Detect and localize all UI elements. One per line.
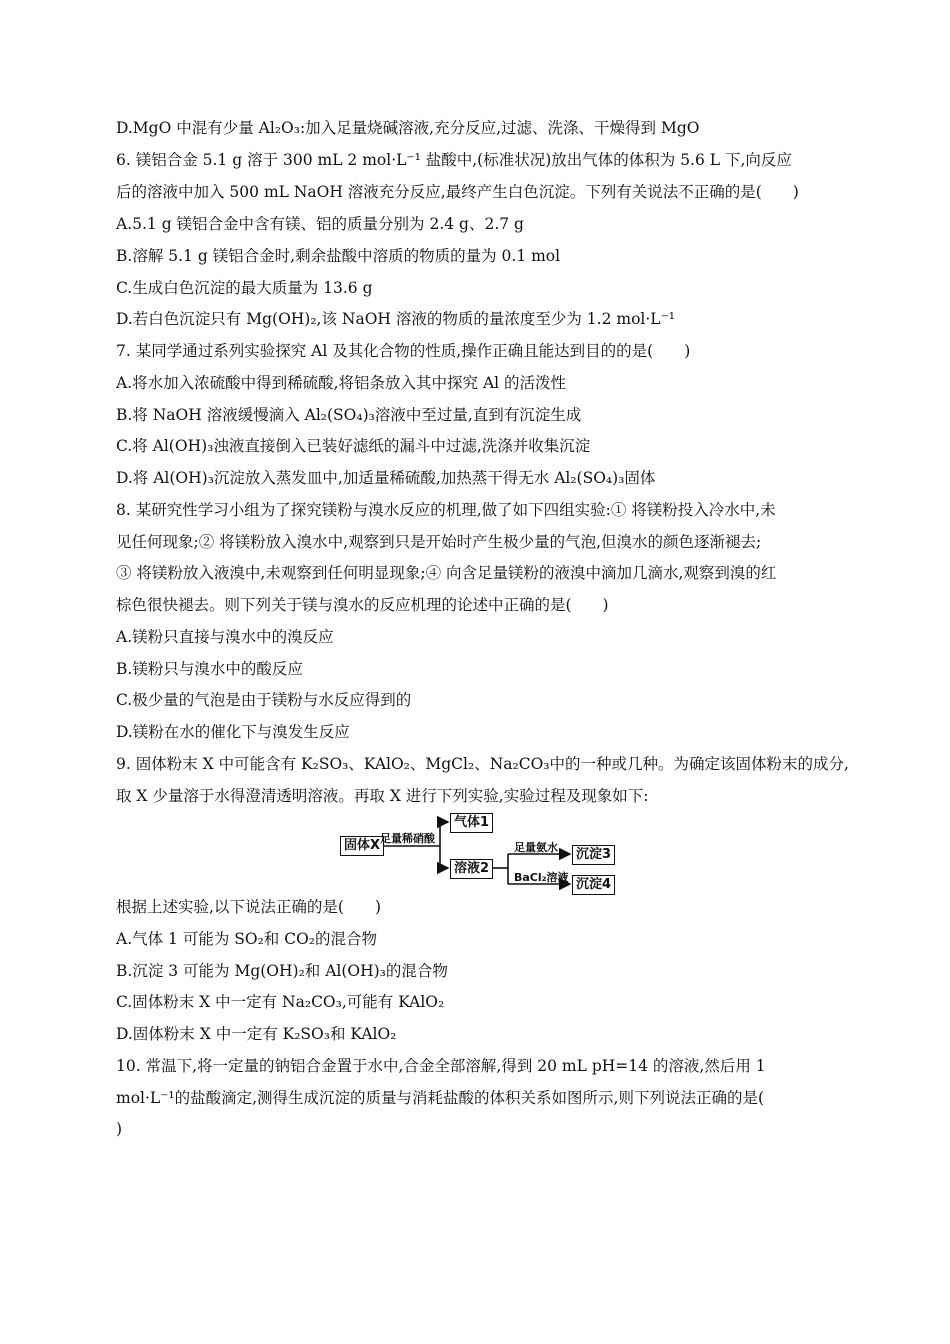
q6-option-b: B.溶解 5.1 g 镁铝合金时,剩余盐酸中溶质的物质的量为 0.1 mol bbox=[116, 247, 561, 265]
q9-stem-line1: 9. 固体粉末 X 中可能含有 K₂SO₃、KAlO₂、MgCl₂、Na₂CO₃中的一种或几种。为确定该固体粉末的成分, bbox=[116, 755, 849, 773]
q9-question: 根据上述实验,以下说法正确的是( ) bbox=[116, 898, 382, 916]
label-bacl2: BaCl₂溶液 bbox=[514, 871, 569, 884]
q9-option-b: B.沉淀 3 可能为 Mg(OH)₂和 Al(OH)₃的混合物 bbox=[116, 962, 448, 980]
q9-stem-line2: 取 X 少量溶于水得澄清透明溶液。再取 X 进行下列实验,实验过程及现象如下: bbox=[116, 787, 649, 805]
q8-option-c: C.极少量的气泡是由于镁粉与水反应得到的 bbox=[116, 691, 412, 709]
q6-option-d: D.若白色沉淀只有 Mg(OH)₂,该 NaOH 溶液的物质的量浓度至少为 1.2 mol·L⁻¹ bbox=[116, 310, 675, 328]
q9-option-c: C.固体粉末 X 中一定有 Na₂CO₃,可能有 KAlO₂ bbox=[116, 993, 445, 1011]
box-gas-1: 气体1 bbox=[450, 813, 493, 833]
q6-stem-line2: 后的溶液中加入 500 mL NaOH 溶液充分反应,最终产生白色沉淀。下列有关说法不正确的是( ) bbox=[116, 183, 799, 201]
box-solution-2: 溶液2 bbox=[450, 859, 493, 879]
q7-option-d: D.将 Al(OH)₃沉淀放入蒸发皿中,加适量稀硫酸,加热蒸干得无水 Al₂(SO₄)₃固体 bbox=[116, 469, 656, 487]
label-ammonia: 足量氨水 bbox=[514, 841, 558, 854]
box-ppt-3: 沉淀3 bbox=[572, 845, 615, 865]
q7-stem: 7. 某同学通过系列实验探究 Al 及其化合物的性质,操作正确且能达到目的的是( ) bbox=[116, 342, 691, 360]
label-acid: 足量稀硝酸 bbox=[380, 832, 435, 845]
q6-option-a: A.5.1 g 镁铝合金中含有镁、铝的质量分别为 2.4 g、2.7 g bbox=[116, 215, 524, 233]
q7-option-b: B.将 NaOH 溶液缓慢滴入 Al₂(SO₄)₃溶液中至过量,直到有沉淀生成 bbox=[116, 406, 582, 424]
q6-option-c: C.生成白色沉淀的最大质量为 13.6 g bbox=[116, 279, 373, 297]
q7-option-c: C.将 Al(OH)₃浊液直接倒入已装好滤纸的漏斗中过滤,洗涤并收集沉淀 bbox=[116, 437, 591, 455]
q10-stem-line2: mol·L⁻¹的盐酸滴定,测得生成沉淀的质量与消耗盐酸的体积关系如图所示,则下列说法正确的是( bbox=[116, 1089, 765, 1107]
q6-stem-line1: 6. 镁铝合金 5.1 g 溶于 300 mL 2 mol·L⁻¹ 盐酸中,(标准状况)放出气体的体积为 5.6 L 下,向反应 bbox=[116, 151, 792, 169]
q8-option-a: A.镁粉只直接与溴水中的溴反应 bbox=[116, 628, 334, 646]
q8-stem-line1: 8. 某研究性学习小组为了探究镁粉与溴水反应的机理,做了如下四组实验:① 将镁粉投入冷水中,未 bbox=[116, 501, 776, 519]
q8-stem-line2: 见任何现象;② 将镁粉放入溴水中,观察到只是开始时产生极少量的气泡,但溴水的颜色逐渐褪去; bbox=[116, 533, 762, 551]
q5-option-d: D.MgO 中混有少量 Al₂O₃:加入足量烧碱溶液,充分反应,过滤、洗涤、干燥得到 MgO bbox=[116, 119, 700, 137]
q8-stem-line4: 棕色很快褪去。则下列关于镁与溴水的反应机理的论述中正确的是( ) bbox=[116, 596, 609, 614]
box-ppt-4: 沉淀4 bbox=[572, 875, 615, 895]
q9-option-d: D.固体粉末 X 中一定有 K₂SO₃和 KAlO₂ bbox=[116, 1025, 397, 1043]
q8-option-d: D.镁粉在水的催化下与溴发生反应 bbox=[116, 723, 350, 741]
q9-flowchart bbox=[330, 808, 630, 898]
q7-option-a: A.将水加入浓硫酸中得到稀硫酸,将铝条放入其中探究 Al 的活泼性 bbox=[116, 374, 567, 392]
q10-stem-line3: ) bbox=[116, 1120, 123, 1138]
q8-stem-line3: ③ 将镁粉放入液溴中,未观察到任何明显现象;④ 向含足量镁粉的液溴中滴加几滴水,观察到溴的红 bbox=[116, 564, 777, 582]
box-solid-x: 固体X bbox=[340, 836, 384, 856]
q10-stem-line1: 10. 常温下,将一定量的钠铝合金置于水中,合金全部溶解,得到 20 mL pH=14 的溶液,然后用 1 bbox=[116, 1057, 766, 1075]
q9-option-a: A.气体 1 可能为 SO₂和 CO₂的混合物 bbox=[116, 930, 378, 948]
q8-option-b: B.镁粉只与溴水中的酸反应 bbox=[116, 660, 303, 678]
